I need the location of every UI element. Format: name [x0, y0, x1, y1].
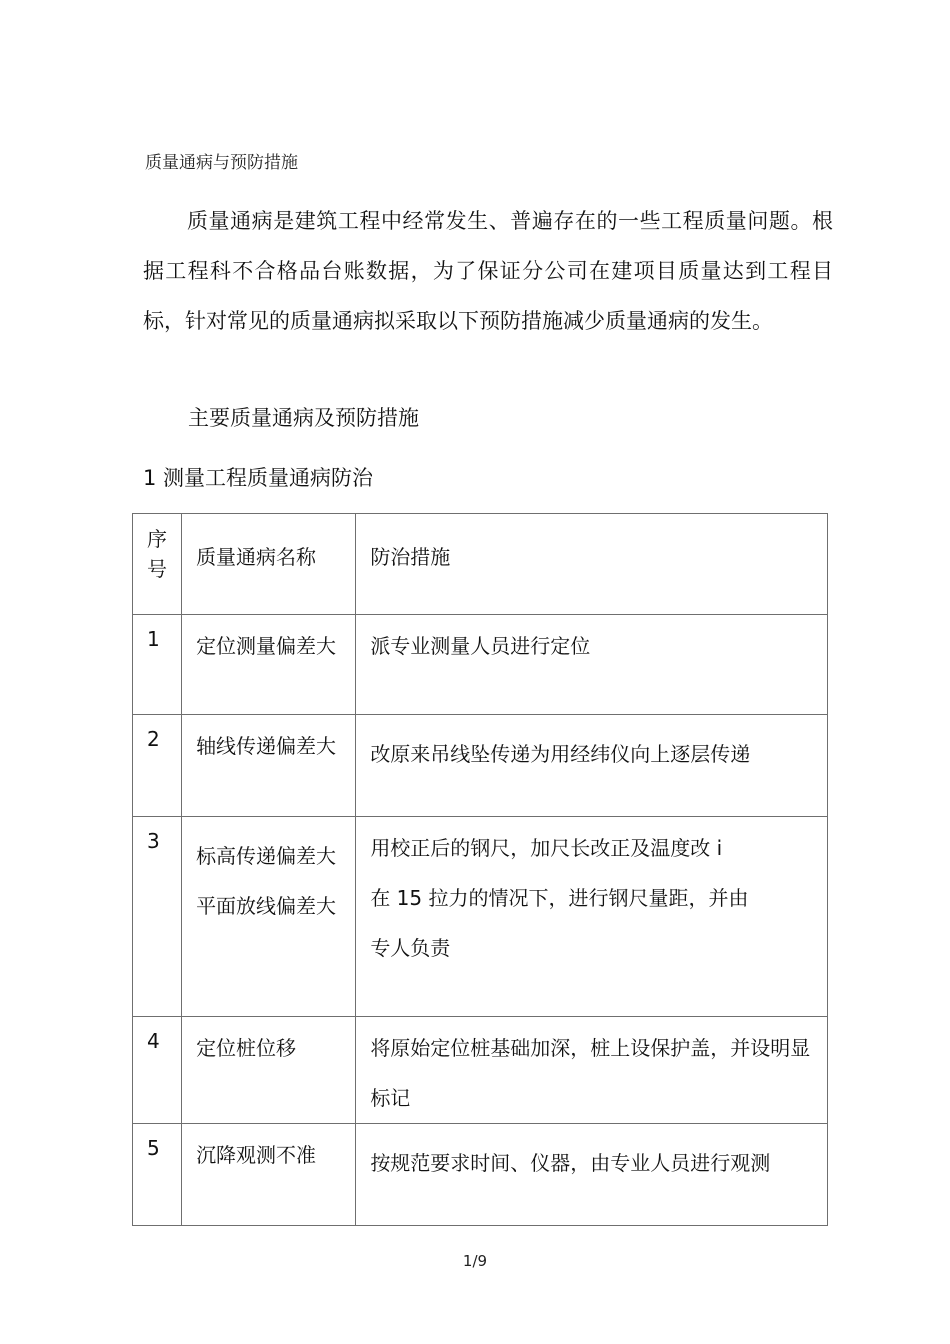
document-title: 质量通病与预防措施: [145, 153, 298, 173]
header-no-line2: 号: [147, 557, 167, 581]
table-row: [133, 615, 828, 715]
table-row: [133, 715, 828, 817]
header-measure: 防治措施: [370, 545, 451, 569]
row-no-cell: [133, 1124, 182, 1226]
row-name-cell: [182, 1124, 356, 1226]
row-measure: 按规范要求时间、仪器，由专业人员进行观测: [370, 1151, 771, 1175]
header-cell-measure: [356, 514, 828, 615]
row-no: 5: [147, 1136, 160, 1160]
row-name-cell: [182, 615, 356, 715]
section-heading: 1 测量工程质量通病防治: [143, 466, 374, 490]
row-no-cell: [133, 817, 182, 1017]
row-name-cell: [182, 715, 356, 817]
row-name-line2: 平面放线偏差大: [196, 894, 337, 918]
row-name: 沉降观测不准: [196, 1143, 317, 1167]
row-measure-cell: [356, 1017, 828, 1124]
row-measure: 派专业测量人员进行定位: [370, 634, 591, 658]
row-measure-line3: 专人负责: [370, 936, 451, 960]
row-no-cell: [133, 615, 182, 715]
row-measure-cell: [356, 817, 828, 1017]
header-no-line1: 序: [147, 527, 167, 551]
row-no: 3: [147, 829, 160, 853]
row-measure: 将原始定位桩基础加深，桩上设保护盖，并设明显标记: [370, 1036, 811, 1110]
row-measure-cell: [356, 715, 828, 817]
section-subheading: 主要质量通病及预防措施: [188, 406, 419, 430]
header-cell-no: [133, 514, 182, 615]
row-no-cell: [133, 1017, 182, 1124]
row-measure-line2: 在 15 拉力的情况下，进行钢尺量距，并由: [370, 886, 749, 910]
header-name: 质量通病名称: [196, 545, 317, 569]
table-row: [133, 817, 828, 1017]
row-measure-cell: [356, 1124, 828, 1226]
row-no: 1: [147, 627, 160, 651]
row-no-cell: [133, 715, 182, 817]
row-measure-line1: 用校正后的钢尺，加尺长改正及温度改 i: [370, 836, 723, 860]
row-name: 定位测量偏差大: [196, 634, 337, 658]
header-cell-name: [182, 514, 356, 615]
row-no: 4: [147, 1029, 160, 1053]
defects-table: [132, 513, 828, 1226]
row-name-line1: 标高传递偏差大: [196, 844, 337, 868]
row-measure-cell: [356, 615, 828, 715]
intro-paragraph: 质量通病是建筑工程中经常发生、普遍存在的一些工程质量问题。根据工程科不合格品台账数据，为了保证分公司在建项目质量达到工程目标，针对常见的质量通病拟采取以下预防措施减少质量通病的发生。: [143, 209, 833, 333]
row-no: 2: [147, 727, 160, 751]
table-header-row: [133, 514, 828, 615]
page-number: 1/9: [462, 1252, 488, 1270]
table-row: [133, 1124, 828, 1226]
row-name: 定位桩位移: [196, 1036, 297, 1060]
row-measure: 改原来吊线坠传递为用经纬仪向上逐层传递: [370, 742, 751, 766]
row-name: 轴线传递偏差大: [196, 734, 337, 758]
row-name-cell: [182, 1017, 356, 1124]
row-name-cell: [182, 817, 356, 1017]
table-row: [133, 1017, 828, 1124]
